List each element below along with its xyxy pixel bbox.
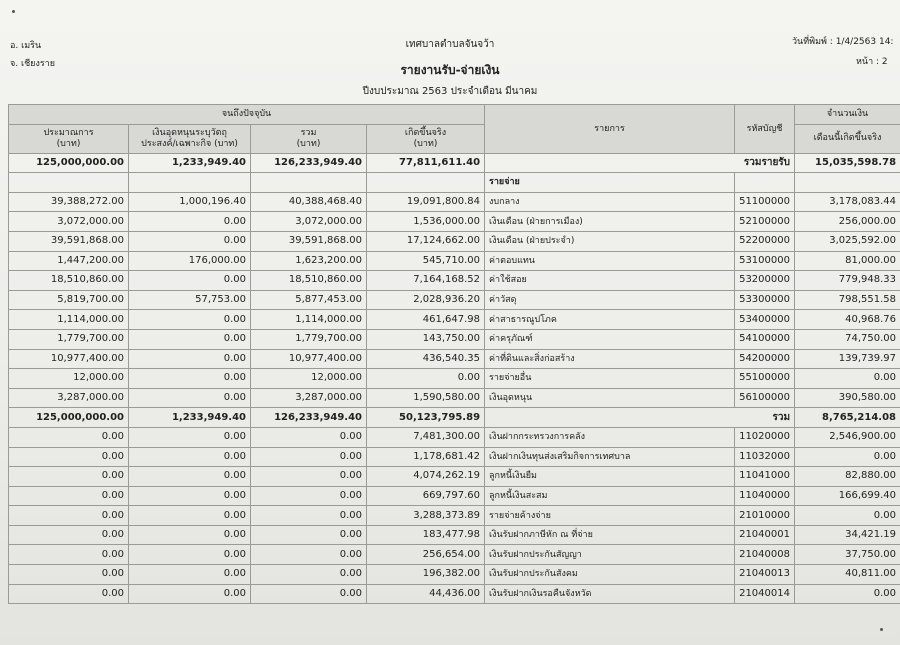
cell-actual: 256,654.00	[367, 545, 485, 565]
cell-estimate: 18,510,860.00	[9, 271, 129, 291]
cell-estimate: 0.00	[9, 545, 129, 565]
cell-estimate: 1,779,700.00	[9, 329, 129, 349]
cell-item: งบกลาง	[485, 192, 735, 212]
cell-actual: 545,710.00	[367, 251, 485, 271]
cell-actual: 461,647.98	[367, 310, 485, 330]
cell-month: 3,025,592.00	[795, 231, 900, 251]
blank-cell	[251, 173, 367, 193]
table-row	[9, 310, 900, 330]
cell-code: 53400000	[735, 310, 795, 330]
income-expense-table	[8, 104, 900, 604]
cell-month: 0.00	[795, 447, 900, 467]
cell-actual: 3,288,373.89	[367, 506, 485, 526]
to-date-group-header: จนถึงปัจจุบัน	[9, 105, 485, 125]
cell-actual: 436,540.35	[367, 349, 485, 369]
cell-subsidy: 0.00	[129, 349, 251, 369]
cell-total: 39,591,868.00	[251, 231, 367, 251]
cell-item: เงินรับฝากประกันสัญญา	[485, 545, 735, 565]
expense-total-estimate: 125,000,000.00	[9, 408, 129, 428]
actual-header	[367, 124, 485, 153]
subsidy-header	[129, 124, 251, 153]
cell-item: ค่าวัสดุ	[485, 290, 735, 310]
cell-month: 256,000.00	[795, 212, 900, 232]
cell-month: 139,739.97	[795, 349, 900, 369]
total-header-text: รวม	[300, 127, 317, 138]
cell-estimate: 3,072,000.00	[9, 212, 129, 232]
table-row	[9, 271, 900, 291]
cell-total: 0.00	[251, 506, 367, 526]
cell-estimate: 0.00	[9, 486, 129, 506]
speck	[12, 10, 15, 13]
cell-subsidy: 0.00	[129, 310, 251, 330]
income-month: 15,035,598.78	[795, 153, 900, 173]
cell-code: 11040000	[735, 486, 795, 506]
table-row	[9, 388, 900, 408]
income-actual: 77,811,611.40	[367, 153, 485, 173]
actual-unit: (บาท)	[413, 138, 438, 149]
cell-actual: 0.00	[367, 369, 485, 389]
cell-code: 11020000	[735, 427, 795, 447]
expense-total-actual: 50,123,795.89	[367, 408, 485, 428]
blank-cell	[367, 173, 485, 193]
print-date: วันที่พิมพ์ : 1/4/2563 14:	[792, 37, 894, 47]
table-header-row	[9, 105, 900, 125]
table-row	[9, 447, 900, 467]
cell-actual: 196,382.00	[367, 565, 485, 585]
cell-code: 52200000	[735, 231, 795, 251]
table-row	[9, 427, 900, 447]
cell-actual: 4,074,262.19	[367, 467, 485, 487]
cell-code: 21040008	[735, 545, 795, 565]
cell-item: ลูกหนี้เงินยืม	[485, 467, 735, 487]
cell-total: 0.00	[251, 447, 367, 467]
cell-subsidy: 0.00	[129, 212, 251, 232]
cell-item: เงินฝากกระทรวงการคลัง	[485, 427, 735, 447]
cell-month: 798,551.58	[795, 290, 900, 310]
table-row	[9, 525, 900, 545]
cell-estimate: 0.00	[9, 447, 129, 467]
cell-item: ค่าครุภัณฑ์	[485, 329, 735, 349]
cell-subsidy: 0.00	[129, 271, 251, 291]
cell-item: เงินรับฝากประกันสังคม	[485, 565, 735, 585]
estimate-header	[9, 124, 129, 153]
cell-month: 74,750.00	[795, 329, 900, 349]
table-row	[9, 290, 900, 310]
cell-item: เงินอุดหนุน	[485, 388, 735, 408]
total-unit: (บาท)	[296, 138, 321, 149]
month-actual-header: เดือนนี้เกิดขึ้นจริง	[795, 124, 900, 153]
cell-code: 21040001	[735, 525, 795, 545]
table-row	[9, 486, 900, 506]
cell-subsidy: 0.00	[129, 231, 251, 251]
cell-total: 1,114,000.00	[251, 310, 367, 330]
table-row	[9, 349, 900, 369]
cell-month: 82,880.00	[795, 467, 900, 487]
cell-code: 53300000	[735, 290, 795, 310]
cell-code: 21040013	[735, 565, 795, 585]
cell-month: 390,580.00	[795, 388, 900, 408]
table-row	[9, 192, 900, 212]
income-subsidy: 1,233,949.40	[129, 153, 251, 173]
account-code-header: รหัสบัญชี	[735, 105, 795, 154]
expense-total-subsidy: 1,233,949.40	[129, 408, 251, 428]
estimate-unit: (บาท)	[56, 138, 81, 149]
cell-item: ค่าที่ดินและสิ่งก่อสร้าง	[485, 349, 735, 369]
amount-header: จำนวนเงิน	[795, 105, 900, 125]
cell-month: 3,178,083.44	[795, 192, 900, 212]
cell-subsidy: 0.00	[129, 467, 251, 487]
income-estimate: 125,000,000.00	[9, 153, 129, 173]
cell-total: 18,510,860.00	[251, 271, 367, 291]
cell-estimate: 1,447,200.00	[9, 251, 129, 271]
table-row	[9, 467, 900, 487]
cell-actual: 44,436.00	[367, 584, 485, 604]
cell-item: รายจ่ายค้างจ่าย	[485, 506, 735, 526]
cell-code: 51100000	[735, 192, 795, 212]
cell-estimate: 12,000.00	[9, 369, 129, 389]
cell-subsidy: 0.00	[129, 369, 251, 389]
cell-total: 0.00	[251, 525, 367, 545]
cell-estimate: 39,388,272.00	[9, 192, 129, 212]
cell-estimate: 0.00	[9, 584, 129, 604]
blank-cell	[735, 173, 795, 193]
cell-code: 54100000	[735, 329, 795, 349]
cell-subsidy: 0.00	[129, 525, 251, 545]
cell-item: เงินเดือน (ฝ่ายการเมือง)	[485, 212, 735, 232]
cell-actual: 1,590,580.00	[367, 388, 485, 408]
table-row	[9, 584, 900, 604]
cell-item: ค่าสาธารณูปโภค	[485, 310, 735, 330]
table-row	[9, 506, 900, 526]
cell-subsidy: 0.00	[129, 329, 251, 349]
cell-code: 55100000	[735, 369, 795, 389]
table-row	[9, 231, 900, 251]
cell-total: 3,072,000.00	[251, 212, 367, 232]
items-header: รายการ	[485, 105, 735, 154]
table-row	[9, 369, 900, 389]
cell-month: 0.00	[795, 584, 900, 604]
cell-estimate: 1,114,000.00	[9, 310, 129, 330]
income-total: 126,233,949.40	[251, 153, 367, 173]
table-row	[9, 329, 900, 349]
cell-estimate: 5,819,700.00	[9, 290, 129, 310]
cell-estimate: 0.00	[9, 506, 129, 526]
cell-actual: 17,124,662.00	[367, 231, 485, 251]
cell-actual: 1,536,000.00	[367, 212, 485, 232]
table-row	[9, 251, 900, 271]
blank-cell	[795, 173, 900, 193]
cell-code: 53100000	[735, 251, 795, 271]
cell-item: ค่าใช้สอย	[485, 271, 735, 291]
cell-subsidy: 0.00	[129, 388, 251, 408]
cell-month: 34,421.19	[795, 525, 900, 545]
cell-total: 1,779,700.00	[251, 329, 367, 349]
cell-total: 0.00	[251, 467, 367, 487]
blank-cell	[129, 173, 251, 193]
cell-subsidy: 0.00	[129, 565, 251, 585]
cell-total: 40,388,468.40	[251, 192, 367, 212]
blank-cell	[9, 173, 129, 193]
cell-subsidy: 57,753.00	[129, 290, 251, 310]
cell-month: 37,750.00	[795, 545, 900, 565]
table-row	[9, 545, 900, 565]
cell-subsidy: 0.00	[129, 545, 251, 565]
cell-total: 0.00	[251, 545, 367, 565]
cell-total: 10,977,400.00	[251, 349, 367, 369]
cell-actual: 2,028,936.20	[367, 290, 485, 310]
cell-code: 11041000	[735, 467, 795, 487]
cell-code: 11032000	[735, 447, 795, 467]
cell-subsidy: 0.00	[129, 506, 251, 526]
cell-code: 52100000	[735, 212, 795, 232]
cell-item: ลูกหนี้เงินสะสม	[485, 486, 735, 506]
cell-actual: 19,091,800.84	[367, 192, 485, 212]
cell-total: 0.00	[251, 584, 367, 604]
cell-total: 12,000.00	[251, 369, 367, 389]
expense-total-label: รวม	[485, 408, 795, 428]
cell-code: 21010000	[735, 506, 795, 526]
cell-total: 0.00	[251, 565, 367, 585]
cell-estimate: 3,287,000.00	[9, 388, 129, 408]
province-label: จ. เชียงราย	[10, 59, 56, 69]
cell-estimate: 39,591,868.00	[9, 231, 129, 251]
expense-section-row	[9, 173, 900, 193]
speck	[880, 628, 883, 631]
cell-month: 2,546,900.00	[795, 427, 900, 447]
cell-total: 1,623,200.00	[251, 251, 367, 271]
cell-code: 53200000	[735, 271, 795, 291]
actual-header-text: เกิดขึ้นจริง	[404, 127, 447, 138]
cell-estimate: 0.00	[9, 525, 129, 545]
district-label: อ. เมริน	[10, 41, 42, 51]
cell-month: 166,699.40	[795, 486, 900, 506]
cell-total: 3,287,000.00	[251, 388, 367, 408]
cell-subsidy: 0.00	[129, 584, 251, 604]
cell-actual: 7,481,300.00	[367, 427, 485, 447]
table-row	[9, 565, 900, 585]
income-total-label: รวมรายรับ	[485, 153, 795, 173]
subsidy-header-text: เงินอุดหนุนระบุวัตถุ	[152, 127, 227, 138]
report-title: รายงานรับ-จ่ายเงิน	[400, 63, 500, 77]
subsidy-header-text2: ประสงค์/เฉพาะกิจ (บาท)	[141, 138, 238, 149]
organization-name: เทศบาลตำบลจันจว้า	[405, 39, 495, 50]
cell-total: 5,877,453.00	[251, 290, 367, 310]
cell-month: 40,811.00	[795, 565, 900, 585]
expense-total-row	[9, 408, 900, 428]
cell-item: ค่าตอบแทน	[485, 251, 735, 271]
expense-section-label: รายจ่าย	[485, 173, 735, 193]
cell-subsidy: 0.00	[129, 427, 251, 447]
cell-total: 0.00	[251, 486, 367, 506]
cell-actual: 143,750.00	[367, 329, 485, 349]
income-total-row	[9, 153, 900, 173]
cell-code: 54200000	[735, 349, 795, 369]
cell-subsidy: 0.00	[129, 486, 251, 506]
cell-estimate: 0.00	[9, 467, 129, 487]
cell-month: 40,968.76	[795, 310, 900, 330]
cell-estimate: 0.00	[9, 565, 129, 585]
cell-estimate: 0.00	[9, 427, 129, 447]
cell-item: เงินเดือน (ฝ่ายประจำ)	[485, 231, 735, 251]
cell-actual: 1,178,681.42	[367, 447, 485, 467]
cell-item: เงินฝากเงินทุนส่งเสริมกิจการเทศบาล	[485, 447, 735, 467]
cell-subsidy: 176,000.00	[129, 251, 251, 271]
expense-total-month: 8,765,214.08	[795, 408, 900, 428]
cell-total: 0.00	[251, 427, 367, 447]
estimate-header-text: ประมาณการ	[43, 127, 94, 138]
cell-item: เงินรับฝากเงินรอคืนจังหวัด	[485, 584, 735, 604]
cell-item: รายจ่ายอื่น	[485, 369, 735, 389]
cell-actual: 7,164,168.52	[367, 271, 485, 291]
cell-actual: 669,797.60	[367, 486, 485, 506]
total-header	[251, 124, 367, 153]
cell-code: 21040014	[735, 584, 795, 604]
page-number: หน้า : 2	[856, 57, 888, 67]
cell-estimate: 10,977,400.00	[9, 349, 129, 369]
cell-month: 0.00	[795, 506, 900, 526]
table-row	[9, 212, 900, 232]
cell-month: 81,000.00	[795, 251, 900, 271]
expense-total-total: 126,233,949.40	[251, 408, 367, 428]
cell-item: เงินรับฝากภาษีหัก ณ ที่จ่าย	[485, 525, 735, 545]
cell-code: 56100000	[735, 388, 795, 408]
cell-month: 779,948.33	[795, 271, 900, 291]
report-subtitle: ปีงบประมาณ 2563 ประจำเดือน มีนาคม	[362, 86, 538, 97]
cell-subsidy: 1,000,196.40	[129, 192, 251, 212]
cell-subsidy: 0.00	[129, 447, 251, 467]
cell-month: 0.00	[795, 369, 900, 389]
cell-actual: 183,477.98	[367, 525, 485, 545]
